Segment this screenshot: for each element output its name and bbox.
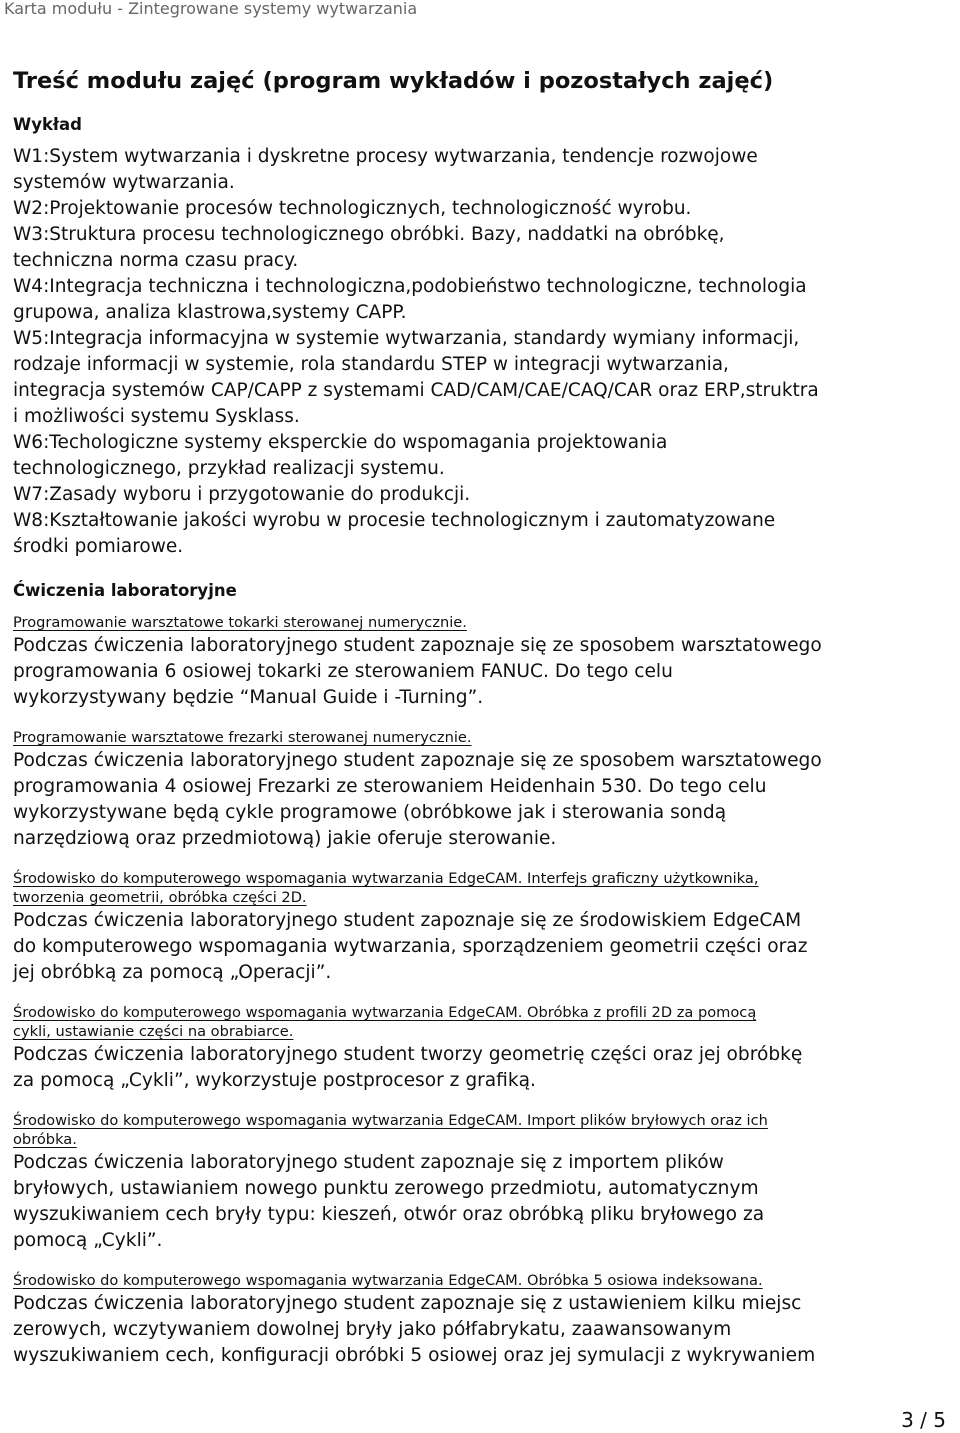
lecture-line: W2:Projektowanie procesów technologicznych, technologiczność wyrobu. bbox=[13, 198, 692, 219]
lecture-line: systemów wytwarzania. bbox=[13, 172, 235, 193]
labs-list bbox=[13, 614, 948, 1369]
lab-description: wyszukiwaniem cech, konfiguracji obróbki 5 osiowej oraz jej symulacji z wykrywaniem bbox=[13, 1345, 816, 1366]
lab-description: bryłowych, ustawianiem nowego punktu zerowego przedmiotu, automatycznym bbox=[13, 1178, 759, 1199]
lab-description: pomocą „Cykli”. bbox=[13, 1230, 163, 1251]
lab-description: do komputerowego wspomagania wytwarzania, sporządzeniem geometrii części oraz bbox=[13, 936, 808, 957]
lecture-line: techniczna norma czasu pracy. bbox=[13, 250, 299, 271]
lab-description: programowania 6 osiowej tokarki ze sterowaniem FANUC. Do tego celu bbox=[13, 661, 673, 682]
lecture-list bbox=[13, 144, 948, 560]
lab-description: wykorzystywane będą cykle programowe (obróbkowe jak i sterowania sondą bbox=[13, 802, 727, 823]
lecture-line: W8:Kształtowanie jakości wyrobu w procesie technologicznym i zautomatyzowane bbox=[13, 510, 776, 531]
lab-description: jej obróbką za pomocą „Operacji”. bbox=[13, 962, 332, 983]
lecture-line: i możliwości systemu Sysklass. bbox=[13, 406, 300, 427]
page-header bbox=[0, 0, 960, 22]
section-title: Treść modułu zajęć (program wykładów i pozostałych zajęć) bbox=[13, 68, 774, 94]
lab-description: programowania 4 osiowej Frezarki ze sterowaniem Heidenhain 530. Do tego celu bbox=[13, 776, 767, 797]
lab-description: za pomocą „Cykli”, wykorzystuje postprocesor z grafiką. bbox=[13, 1070, 536, 1091]
lab-item bbox=[13, 1272, 948, 1369]
document-title: Karta modułu - Zintegrowane systemy wytwarzania bbox=[4, 0, 418, 18]
page-number: 3 / 5 bbox=[901, 1408, 946, 1432]
lab-topic: Środowisko do komputerowego wspomagania wytwarzania EdgeCAM. Obróbka z profili 2D za pomocą bbox=[13, 1004, 757, 1021]
lab-description: Podczas ćwiczenia laboratoryjnego student tworzy geometrię części oraz jej obróbkę bbox=[13, 1044, 803, 1065]
lab-topic: cykli, ustawianie części na obrabiarce. bbox=[13, 1023, 294, 1040]
lecture-line: W7:Zasady wyboru i przygotowanie do produkcji. bbox=[13, 484, 471, 505]
lecture-heading: Wykład bbox=[13, 115, 82, 134]
labs-heading: Ćwiczenia laboratoryjne bbox=[13, 581, 237, 600]
lab-description: Podczas ćwiczenia laboratoryjnego student zapoznaje się ze sposobem warsztatowego bbox=[13, 635, 822, 656]
lab-topic: obróbka. bbox=[13, 1131, 77, 1148]
lab-description: Podczas ćwiczenia laboratoryjnego student zapoznaje się z ustawieniem kilku miejsc bbox=[13, 1293, 802, 1314]
lab-description: Podczas ćwiczenia laboratoryjnego student zapoznaje się ze sposobem warsztatowego bbox=[13, 750, 822, 771]
lecture-line: W1:System wytwarzania i dyskretne procesy wytwarzania, tendencje rozwojowe bbox=[13, 146, 758, 167]
lecture-line: integracja systemów CAP/CAPP z systemami CAD/CAM/CAE/CAQ/CAR oraz ERP,struktra bbox=[13, 380, 819, 401]
lab-description: wyszukiwaniem cech bryły typu: kieszeń, otwór oraz obróbką pliku bryłowego za bbox=[13, 1204, 765, 1225]
lab-item bbox=[13, 1112, 948, 1254]
lab-description: Podczas ćwiczenia laboratoryjnego student zapoznaje się z importem plików bbox=[13, 1152, 724, 1173]
lecture-line: technologicznego, przykład realizacji systemu. bbox=[13, 458, 445, 479]
lecture-line: W6:Techologiczne systemy eksperckie do wspomagania projektowania bbox=[13, 432, 668, 453]
lab-item bbox=[13, 729, 948, 852]
document-content bbox=[13, 64, 948, 1387]
lab-topic: Środowisko do komputerowego wspomagania wytwarzania EdgeCAM. Obróbka 5 osiowa indeksowana. bbox=[13, 1272, 763, 1289]
lab-topic: Programowanie warsztatowe tokarki sterowanej numerycznie. bbox=[13, 614, 467, 631]
lab-description: zerowych, wczytywaniem dowolnej bryły jako półfabrykatu, zaawansowanym bbox=[13, 1319, 732, 1340]
lab-topic: Programowanie warsztatowe frezarki sterowanej numerycznie. bbox=[13, 729, 472, 746]
lab-topic: Środowisko do komputerowego wspomagania wytwarzania EdgeCAM. Import plików bryłowych oraz ich bbox=[13, 1112, 768, 1129]
lab-description: wykorzystywany będzie “Manual Guide i -Turning”. bbox=[13, 687, 484, 708]
lab-item bbox=[13, 1004, 948, 1094]
lab-topic: tworzenia geometrii, obróbka części 2D. bbox=[13, 889, 307, 906]
lab-item bbox=[13, 870, 948, 986]
lecture-line: grupowa, analiza klastrowa,systemy CAPP. bbox=[13, 302, 407, 323]
lecture-line: środki pomiarowe. bbox=[13, 536, 184, 557]
lecture-line: W4:Integracja techniczna i technologiczna,podobieństwo technologiczne, technologia bbox=[13, 276, 807, 297]
lecture-line: W3:Struktura procesu technologicznego obróbki. Bazy, naddatki na obróbkę, bbox=[13, 224, 725, 245]
lab-topic: Środowisko do komputerowego wspomagania wytwarzania EdgeCAM. Interfejs graficzny użytkownika, bbox=[13, 870, 759, 887]
lab-item bbox=[13, 614, 948, 711]
lecture-line: rodzaje informacji w systemie, rola standardu STEP w integracji wytwarzania, bbox=[13, 354, 729, 375]
lab-description: narzędziową oraz przedmiotową) jakie oferuje sterowanie. bbox=[13, 828, 557, 849]
lecture-line: W5:Integracja informacyjna w systemie wytwarzania, standardy wymiany informacji, bbox=[13, 328, 800, 349]
lab-description: Podczas ćwiczenia laboratoryjnego student zapoznaje się ze środowiskiem EdgeCAM bbox=[13, 910, 802, 931]
